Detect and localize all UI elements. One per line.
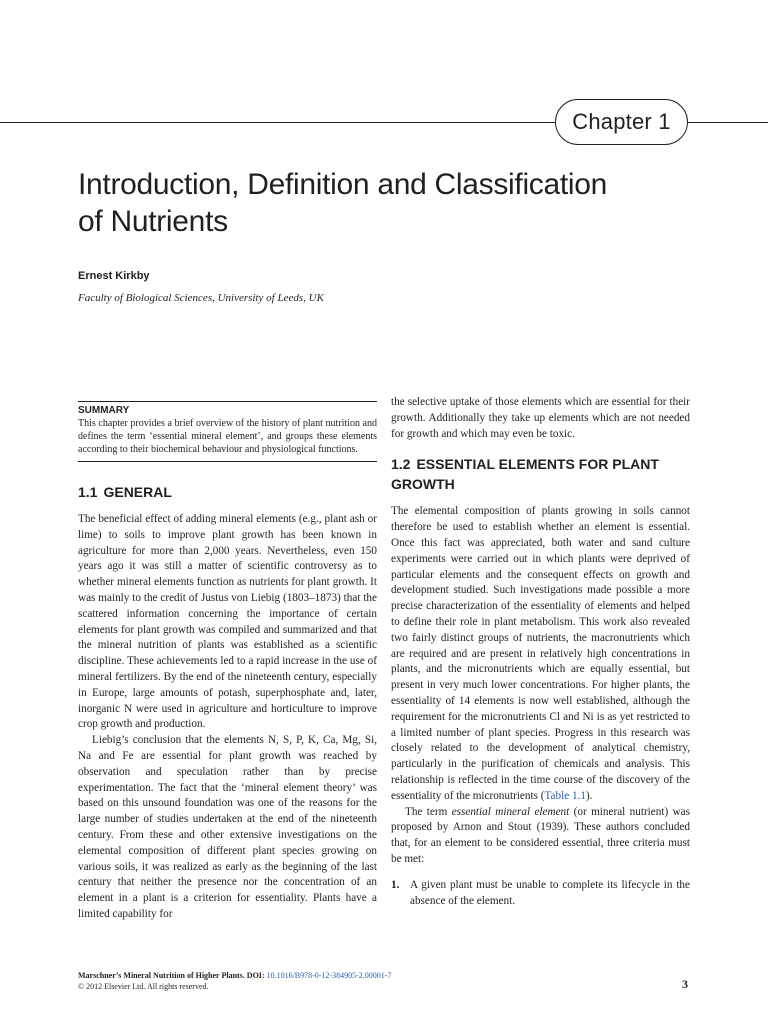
section-1-2-heading bbox=[391, 454, 690, 494]
paragraph-2-start: The term bbox=[405, 805, 452, 818]
footer-book-title: Marschner’s Mineral Nutrition of Higher Plants. bbox=[78, 971, 245, 980]
right-column bbox=[391, 395, 690, 909]
page-footer bbox=[78, 970, 391, 992]
list-item-text: A given plant must be unable to complete its lifecycle in the absence of the element. bbox=[410, 878, 690, 907]
footer-doi-link[interactable]: 10.1016/B978-0-12-384905-2.00001-7 bbox=[266, 971, 392, 980]
section-1-1-title: GENERAL bbox=[103, 484, 172, 500]
essential-mineral-element-term: essential mineral element bbox=[451, 805, 570, 818]
summary-text: This chapter provides a brief overview of the history of plant nutrition and defines the term ‘essential mineral element’, and groups these elements according to their biochemical behaviour and physiological functions. bbox=[78, 418, 377, 455]
summary-heading: SUMMARY bbox=[78, 401, 377, 417]
section-1-2-paragraph-1-text: The elemental composition of plants growing in soils cannot therefore be used to establish whether an element is essential. Once this fact was appreciated, both water and sand culture experiments were carried out in which plants were deprived of particular elements and the consequent effects on growth and development studied. Such investigations made possible a more precise characterization of the essentiality of elements and helped to define their role in plant metabolism. This work also revealed two fairly distinct groups of nutrients, the macronutrients which are required and are present in relatively high concentrations in plants, and the micronutrients which are equally essential, but present in very much lower concentrations. For higher plants, the essentiality of 14 elements is now well established, although the requirement for the micronutrients Cl and Ni is as yet restricted to a limited number of plant species. Progress in this research was closely related to the development of analytical chemistry, particularly in the purification of chemicals and analysis. This relationship is reflected in the time course of the discovery of the essentiality of the micronutrients ( bbox=[391, 505, 690, 802]
section-1-2-title: ESSENTIAL ELEMENTS FOR PLANT GROWTH bbox=[391, 456, 659, 493]
footer-citation bbox=[78, 970, 391, 981]
section-1-1-paragraph-1: The beneficial effect of adding mineral elements (e.g., plant ash or lime) to soils to improve plant growth has been known in agriculture for more than 2,000 years. Nevertheless, even 150 years ago it was still a matter of scientific controversy as to whether mineral elements function as nutrients for plant growth. It was mainly to the credit of Justus von Liebig (1803–1873) that the scattered information concerning the importance of certain elements for plant growth was compiled and summarized and that the mineral nutrition of plants was established as a scientific discipline. These achievements led to a rapid increase in the use of mineral fertilizers. By the end of the nineteenth century, especially in Europe, large amounts of potash, superphosphate and, later, inorganic N were used in agriculture and horticulture to improve crop growth and production. bbox=[78, 513, 377, 731]
title-line-1: Introduction, Definition and Classification bbox=[78, 168, 608, 201]
criteria-list-item bbox=[391, 878, 690, 910]
footer-doi-label: DOI: bbox=[246, 971, 265, 980]
left-column bbox=[78, 401, 377, 923]
right-top-paragraph: the selective uptake of those elements which are essential for their growth. Additionally they take up elements which are not needed for growth and which may even be toxic. bbox=[391, 396, 690, 440]
chapter-label: Chapter 1 bbox=[555, 99, 688, 145]
page-number: 3 bbox=[682, 977, 688, 991]
section-1-1-heading bbox=[78, 482, 377, 502]
title-line-2: of Nutrients bbox=[78, 205, 228, 238]
author-affiliation: Faculty of Biological Sciences, University of Leeds, UK bbox=[78, 292, 324, 304]
section-1-2-number: 1.2 bbox=[391, 456, 411, 473]
section-1-2-paragraph-1 bbox=[391, 504, 690, 804]
section-1-1-paragraph-2: Liebig’s conclusion that the elements N, S, P, K, Ca, Mg, Si, Na and Fe are essential for plant growth was reached by observation and speculation rather than by precise experimentation. The fact that the ‘mineral element theory’ was based on this unsound foundation was one of the reasons for the large number of studies undertaken at the end of the nineteenth century. From these and other extensive investigations on the elemental composition of different plant species growing on various soils, it was realized as early as the beginning of the last century that neither the presence nor the concentration of an element in a plant is a criterion for essentiality. Plants have a limited capability for bbox=[78, 734, 377, 920]
footer-copyright: © 2012 Elsevier Ltd. All rights reserved. bbox=[78, 982, 209, 991]
summary-divider bbox=[78, 461, 377, 462]
paragraph-2-rest: (or mineral nutrient) was proposed by Arnon and Stout (1939). These authors concluded that, for an element to be considered essential, three criteria must be met: bbox=[391, 805, 690, 865]
chapter-title bbox=[78, 166, 718, 240]
author-name: Ernest Kirkby bbox=[78, 270, 150, 282]
section-1-1-number: 1.1 bbox=[78, 484, 98, 500]
table-1-1-link[interactable]: Table 1.1 bbox=[544, 789, 586, 802]
section-1-2-paragraph-2 bbox=[391, 805, 690, 868]
list-item-number: 1. bbox=[391, 878, 400, 891]
section-1-2-paragraph-1-end: ). bbox=[585, 789, 593, 802]
